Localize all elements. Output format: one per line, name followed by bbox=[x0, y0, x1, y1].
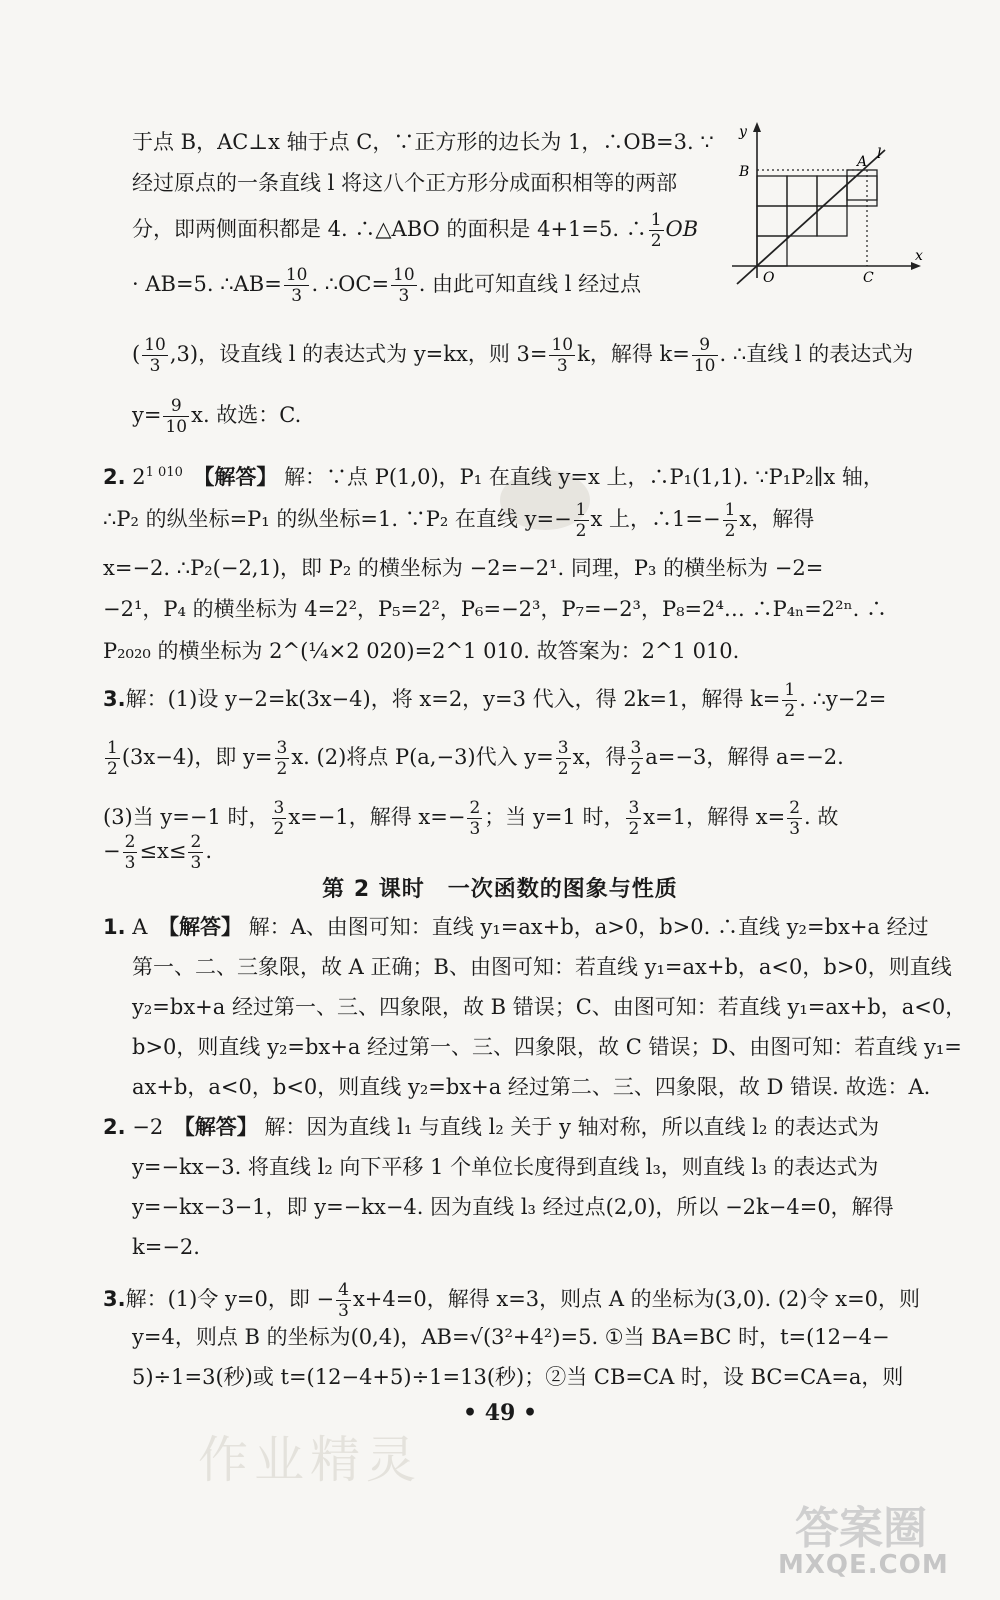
frac-three-halves: $\frac{3}{2}$ bbox=[630, 738, 642, 779]
p3-line2: $\frac{1}{2}$ (3x−4)，即 y= $\frac{3}{2}$ x. (2)将点 P(a,−3)代入 y= $\frac{3}{2}$ x，得 $\frac{3}{2}$ a=−3，解得 a=−2. bbox=[107, 738, 844, 779]
p1-line6: y= $\frac{9}{10}$ x. 故选：C. bbox=[132, 396, 302, 437]
s2p1-line5: ax+b，a<0，b<0，则直线 y₂=bx+a 经过第二、三、四象限，故 D 错误. 故选：A. bbox=[132, 1075, 931, 1099]
frac-two-thirds: $\frac{2}{3}$ bbox=[469, 798, 481, 839]
s2p3-line3: 5)÷1=3(秒)或 t=(12−4+5)÷1=13(秒)；②当 CB=CA 时，设 BC=CA=a，则 bbox=[132, 1365, 904, 1389]
label-c: C bbox=[863, 270, 874, 286]
s2p2-line2: y=−kx−3. 将直线 l₂ 向下平移 1 个单位长度得到直线 l₃，则直线 l₃ 的表达式为 bbox=[132, 1155, 879, 1179]
s2p2-tag: 【解答】 bbox=[184, 1115, 258, 1139]
s2p2-line1: 2. −2 【解答】 解：因为直线 l₁ 与直线 l₂ 关于 y 轴对称，所以直线 l₂ 的表达式为 bbox=[103, 1115, 880, 1139]
frac-one-half: $\frac{1}{2}$ bbox=[650, 210, 662, 251]
frac-ten-thirds: $\frac{10}{3}$ bbox=[393, 265, 415, 306]
watermark-zuoye: 作业精灵 bbox=[198, 1431, 422, 1489]
frac-nine-tenths: $\frac{9}{10}$ bbox=[693, 335, 716, 376]
frac-three-halves: $\frac{3}{2}$ bbox=[628, 798, 640, 839]
frac-ten-thirds: $\frac{10}{3}$ bbox=[144, 335, 166, 376]
frac-three-halves: $\frac{3}{2}$ bbox=[276, 738, 288, 779]
s2p3-number: 3. bbox=[103, 1287, 126, 1311]
s2p2-answer: −2 bbox=[132, 1115, 164, 1139]
top-square bbox=[847, 170, 877, 200]
p3-line3: (3)当 y=−1 时， $\frac{3}{2}$ x=−1，解得 x=− $\frac{2}{3}$ ；当 y=1 时， $\frac{3}{2}$ x=1，解得 x= $\frac{2}{3}$ . 故 bbox=[103, 798, 839, 839]
p1-line3-ob: OB bbox=[665, 217, 699, 241]
s2p1-line4: b>0，则直线 y₂=bx+a 经过第一、三、四象限，故 C 错误；D、由图可知：若直线 y₁= bbox=[132, 1035, 962, 1059]
squares-grid bbox=[757, 176, 877, 266]
p1-line5: ( $\frac{10}{3}$ ,3)，设直线 l 的表达式为 y=kx，则 3= $\frac{10}{3}$ k，解得 k= $\frac{9}{10}$ . ∴直线 l 的表达式为 bbox=[132, 335, 914, 376]
p2-line3: x=−2. ∴P₂(−2,1)，即 P₂ 的横坐标为 −2=−2¹. 同理，P₃ 的横坐标为 −2= bbox=[103, 556, 824, 580]
watermark-url: MXQE.COM bbox=[778, 1550, 949, 1580]
label-a: A bbox=[857, 154, 868, 170]
p1-line2: 经过原点的一条直线 l 将这八个正方形分成面积相等的两部 bbox=[132, 171, 678, 195]
s2p1-tag: 【解答】 bbox=[168, 915, 242, 939]
watermark-daanquan: 答案圈 bbox=[795, 1503, 927, 1554]
s2p2-line3: y=−kx−3−1，即 y=−kx−4. 因为直线 l₃ 经过点(2,0)，所以 −2k−4=0，解得 bbox=[132, 1195, 894, 1219]
frac-ten-thirds: $\frac{10}{3}$ bbox=[551, 335, 574, 376]
p2-line5: P₂₀₂₀ 的横坐标为 2^(¼×2 020)=2^1 010. 故答案为：2^1 010. bbox=[103, 639, 740, 663]
frac-nine-tenths: $\frac{9}{10}$ bbox=[165, 396, 188, 437]
label-o: O bbox=[763, 270, 775, 286]
s2p1-answer: A bbox=[132, 915, 148, 939]
s2p2-line4: k=−2. bbox=[132, 1235, 200, 1259]
label-y: y bbox=[739, 124, 747, 140]
p2-line4: −2¹，P₄ 的横坐标为 4=2²，P₅=2²，P₆=−2³，P₇=−2³，P₈=2⁴… ∴P₄ₙ=2²ⁿ. ∴ bbox=[103, 597, 888, 621]
p1-line4: · AB=5. ∴AB= $\frac{10}{3}$ . ∴OC= $\frac{10}{3}$ . 由此可知直线 l 经过点 bbox=[132, 265, 642, 306]
p2-line1: 2. $2^{1 010}$ 【解答】 解：∵点 P(1,0)，P₁ 在直线 y=x 上，∴P₁(1,1). ∵P₁P₂∥x 轴， bbox=[103, 465, 884, 489]
frac-two-thirds: $\frac{2}{3}$ bbox=[789, 798, 801, 839]
p2-answer: 2 bbox=[132, 465, 146, 489]
s2p2-number: 2. bbox=[103, 1115, 126, 1139]
frac-one-half: $\frac{1}{2}$ bbox=[107, 738, 118, 779]
p3-line1: 3.解：(1)设 y−2=k(3x−4)，将 x=2，y=3 代入，得 2k=1，解得 k= $\frac{1}{2}$ . ∴y−2= bbox=[103, 680, 887, 721]
s2p1-number: 1. bbox=[103, 915, 126, 939]
frac-ten-thirds: $\frac{10}{3}$ bbox=[285, 265, 308, 306]
coordinate-graph bbox=[727, 118, 927, 288]
p2-tag: 【解答】 bbox=[203, 465, 278, 489]
label-l: l bbox=[877, 146, 882, 162]
p1-line1: 于点 B，AC⊥x 轴于点 C，∵正方形的边长为 1，∴OB=3. ∵ bbox=[132, 130, 714, 154]
s2p1-line3: y₂=bx+a 经过第一、三、四象限，故 B 错误；C、由图可知：若直线 y₁=ax+b，a<0， bbox=[132, 995, 967, 1019]
p1-line3 bbox=[132, 210, 698, 251]
label-b: B bbox=[739, 164, 750, 180]
frac-four-thirds: $\frac{4}{3}$ bbox=[338, 1280, 349, 1321]
line-l bbox=[737, 150, 885, 284]
frac-two-thirds: $\frac{2}{3}$ bbox=[124, 832, 136, 873]
s2p3-line1: 3.解：(1)令 y=0，即 − $\frac{4}{3}$ x+4=0，解得 x=3，则点 A 的坐标为(3,0). (2)令 x=0，则 bbox=[103, 1280, 921, 1321]
p2-line2: ∴P₂ 的纵坐标=P₁ 的纵坐标=1. ∵P₂ 在直线 y=− $\frac{1}{2}$ x 上，∴1=− $\frac{1}{2}$ x，解得 bbox=[103, 500, 815, 541]
label-x: x bbox=[915, 248, 923, 264]
s2p1-line2: 第一、二、三象限，故 A 正确；B、由图可知：若直线 y₁=ax+b，a<0，b>0，则直线 bbox=[132, 955, 952, 979]
p2-number: 2. bbox=[103, 465, 126, 489]
frac-one-half: $\frac{1}{2}$ bbox=[575, 500, 587, 541]
frac-three-halves: $\frac{3}{2}$ bbox=[557, 738, 569, 779]
frac-one-half: $\frac{1}{2}$ bbox=[724, 500, 736, 541]
frac-three-halves: $\frac{3}{2}$ bbox=[273, 798, 285, 839]
p3-line4: − $\frac{2}{3}$ ≤x≤ $\frac{2}{3}$ . bbox=[103, 832, 212, 873]
p3-number: 3. bbox=[103, 687, 126, 711]
frac-one-half: $\frac{1}{2}$ bbox=[784, 680, 796, 721]
s2p3-line2: y=4，则点 B 的坐标为(0,4)，AB=√(3²+4²)=5. ①当 BA=BC 时，t=(12−4− bbox=[132, 1325, 890, 1349]
s2p1-line1: 1. A 【解答】 解：A、由图可知：直线 y₁=ax+b，a>0，b>0. ∴直线 y₂=bx+a 经过 bbox=[103, 915, 929, 939]
section-title: 第 2 课时 一次函数的图象与性质 bbox=[322, 877, 678, 902]
p1-line3-text: 分，即两侧面积都是 4. ∴△ABO 的面积是 4+1=5. ∴ bbox=[132, 217, 647, 241]
y-axis-arrow bbox=[753, 122, 761, 132]
frac-two-thirds: $\frac{2}{3}$ bbox=[190, 832, 202, 873]
page-number: • 49 • bbox=[462, 1400, 538, 1426]
